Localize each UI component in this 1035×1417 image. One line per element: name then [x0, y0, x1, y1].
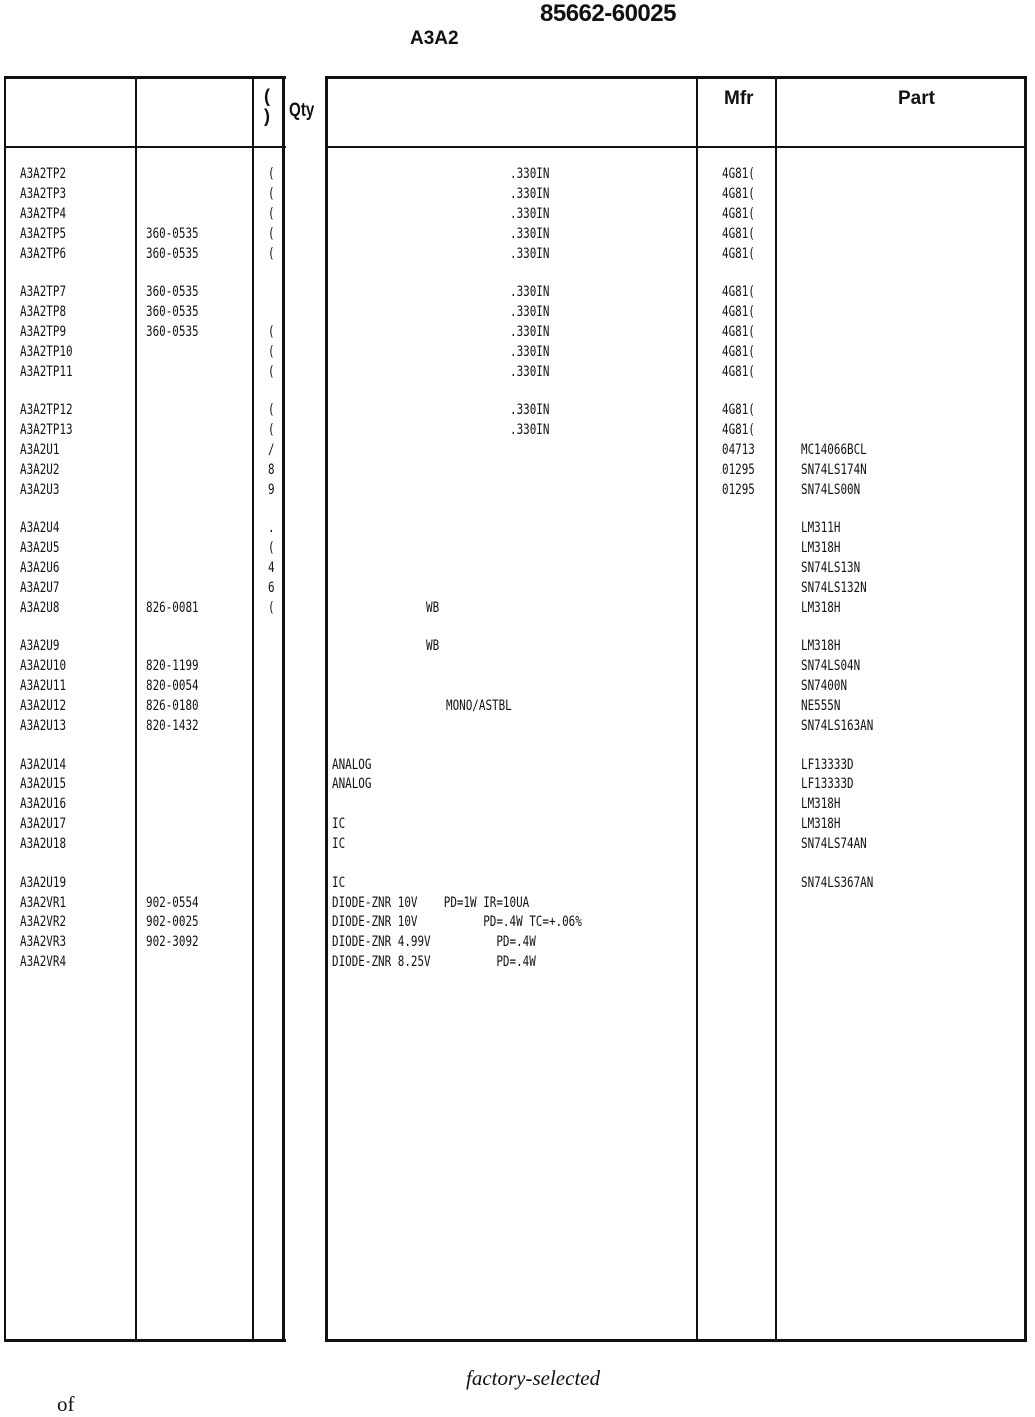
description: IC [332, 836, 346, 853]
check-digit: ( [268, 363, 275, 380]
check-digit: 9 [268, 481, 275, 498]
description: WB [426, 638, 440, 655]
reference-designator: A3A2VR1 [20, 894, 67, 911]
mfr-part-number: MC14066BCL [801, 442, 867, 458]
description: .330IN [510, 166, 550, 182]
reference-designator: A3A2TP5 [20, 225, 67, 242]
check-digit: ( [268, 323, 275, 340]
reference-designator: A3A2U3 [20, 481, 60, 498]
check-digit: ( [268, 225, 275, 242]
check-digit: 8 [268, 461, 275, 478]
hp-part-number: 820-1199 [146, 658, 199, 675]
hp-part-number: 360-0535 [146, 323, 199, 340]
reference-designator: A3A2TP11 [20, 363, 73, 380]
check-digit: / [268, 442, 275, 458]
mfr-code: 04713 [722, 442, 755, 458]
hp-part-number: 826-0180 [146, 698, 199, 715]
mfr-code: 4G81( [722, 284, 755, 301]
reference-designator: A3A2TP8 [20, 304, 67, 320]
mfr-code: 4G81( [722, 205, 755, 222]
qty-column-header: Qty [289, 100, 315, 121]
reference-designator: A3A2U11 [20, 678, 67, 695]
description: DIODE-ZNR 10V PD=1W IR=10UA [332, 894, 530, 911]
check-digit: ( [268, 540, 275, 557]
mfr-code: 4G81( [722, 225, 755, 242]
description: .330IN [510, 225, 550, 242]
hp-part-number: 902-0554 [146, 894, 199, 911]
description: .330IN [510, 205, 550, 222]
reference-designator: A3A2VR2 [20, 914, 67, 931]
mfr-part-number: LF13333D [801, 756, 854, 773]
page-number-text: of [57, 1392, 75, 1416]
reference-designator: A3A2U12 [20, 698, 67, 715]
mfr-code: 4G81( [722, 323, 755, 340]
reference-designator: A3A2VR4 [20, 954, 67, 971]
description: .330IN [510, 304, 550, 320]
assembly-title: A3A2 [410, 28, 459, 49]
mfr-part-number: SN74LS04N [801, 658, 861, 675]
mfr-code: 4G81( [722, 343, 755, 360]
reference-designator: A3A2VR3 [20, 934, 67, 951]
reference-designator: A3A2U16 [20, 796, 67, 813]
mfr-part-number: NE555N [801, 698, 841, 715]
hp-part-number: 902-3092 [146, 934, 199, 951]
description: .330IN [510, 363, 550, 380]
reference-designator: A3A2U8 [20, 599, 60, 616]
reference-designator: A3A2TP6 [20, 245, 67, 262]
reference-designator: A3A2U10 [20, 658, 67, 675]
cd-header-fragment-top: ( [264, 86, 270, 106]
hp-part-number: 360-0535 [146, 225, 199, 242]
hp-part-number: 820-1432 [146, 718, 199, 734]
mfr-code: 4G81( [722, 185, 755, 202]
reference-designator: A3A2TP2 [20, 166, 67, 182]
check-digit: ( [268, 599, 275, 616]
reference-designator: A3A2U15 [20, 776, 67, 793]
description: .330IN [510, 245, 550, 262]
mfr-code: 4G81( [722, 363, 755, 380]
check-digit: . [268, 520, 275, 537]
description: DIODE-ZNR 4.99V PD=.4W [332, 934, 536, 951]
reference-designator: A3A2U17 [20, 816, 67, 833]
check-digit: ( [268, 343, 275, 360]
mfr-part-number: LF13333D [801, 776, 854, 793]
mfr-code: 4G81( [722, 422, 755, 439]
reference-designator: A3A2TP10 [20, 343, 73, 360]
mfr-code: 4G81( [722, 402, 755, 419]
description: WB [426, 599, 440, 616]
reference-designator: A3A2U1 [20, 442, 60, 458]
mfr-part-number: SN74LS132N [801, 580, 867, 596]
mfr-part-number: SN74LS74AN [801, 836, 867, 853]
mfr-part-number: SN74LS367AN [801, 874, 874, 891]
reference-designator: A3A2U2 [20, 461, 60, 478]
mfr-part-number: SN74LS163AN [801, 718, 874, 734]
description: DIODE-ZNR 8.25V PD=.4W [332, 954, 536, 971]
check-digit: ( [268, 245, 275, 262]
mfr-part-number: LM318H [801, 796, 841, 813]
hp-part-number: 360-0535 [146, 304, 199, 320]
check-digit: ( [268, 422, 275, 439]
part-column-header: Part [898, 88, 935, 109]
description: .330IN [510, 343, 550, 360]
description: IC [332, 874, 346, 891]
reference-designator: A3A2U7 [20, 580, 60, 596]
description: ANALOG [332, 776, 372, 793]
reference-designator: A3A2TP7 [20, 284, 67, 301]
reference-designator: A3A2TP12 [20, 402, 73, 419]
mfr-part-number: LM311H [801, 520, 841, 537]
mfr-part-number: LM318H [801, 816, 841, 833]
hp-part-number: 820-0054 [146, 678, 199, 695]
check-digit: 4 [268, 560, 275, 577]
document-number: 85662-60025 [540, 0, 676, 27]
description: .330IN [510, 402, 550, 419]
check-digit: 6 [268, 580, 275, 596]
reference-designator: A3A2TP3 [20, 185, 67, 202]
hp-part-number: 360-0535 [146, 245, 199, 262]
mfr-part-number: SN74LS00N [801, 481, 861, 498]
mfr-code: 4G81( [722, 166, 755, 182]
mfr-part-number: LM318H [801, 599, 841, 616]
mfr-part-number: SN74LS13N [801, 560, 861, 577]
hp-part-number: 360-0535 [146, 284, 199, 301]
description: IC [332, 816, 346, 833]
mfr-code: 01295 [722, 481, 755, 498]
mfr-code: 4G81( [722, 245, 755, 262]
reference-designator: A3A2TP13 [20, 422, 73, 439]
description: .330IN [510, 185, 550, 202]
mfr-column-header: Mfr [724, 88, 754, 109]
description: DIODE-ZNR 10V PD=.4W TC=+.06% [332, 914, 582, 931]
description: .330IN [510, 323, 550, 340]
description: .330IN [510, 284, 550, 301]
hp-part-number: 826-0081 [146, 599, 199, 616]
mfr-code: 4G81( [722, 304, 755, 320]
check-digit: ( [268, 402, 275, 419]
description: MONO/ASTBL [446, 698, 512, 715]
mfr-part-number: SN7400N [801, 678, 848, 695]
reference-designator: A3A2TP9 [20, 323, 67, 340]
reference-designator: A3A2U14 [20, 756, 67, 773]
check-digit: ( [268, 166, 275, 182]
reference-designator: A3A2U9 [20, 638, 60, 655]
mfr-part-number: LM318H [801, 540, 841, 557]
description: .330IN [510, 422, 550, 439]
cd-header-fragment-bottom: ) [264, 106, 270, 126]
description: ANALOG [332, 756, 372, 773]
check-digit: ( [268, 205, 275, 222]
footnote: factory-selected [466, 1366, 601, 1390]
reference-designator: A3A2U19 [20, 874, 67, 891]
mfr-part-number: LM318H [801, 638, 841, 655]
reference-designator: A3A2U18 [20, 836, 67, 853]
mfr-part-number: SN74LS174N [801, 461, 867, 478]
mfr-code: 01295 [722, 461, 755, 478]
hp-part-number: 902-0025 [146, 914, 199, 931]
reference-designator: A3A2U6 [20, 560, 60, 577]
reference-designator: A3A2U5 [20, 540, 60, 557]
check-digit: ( [268, 185, 275, 202]
reference-designator: A3A2U13 [20, 718, 67, 734]
reference-designator: A3A2TP4 [20, 205, 67, 222]
reference-designator: A3A2U4 [20, 520, 60, 537]
